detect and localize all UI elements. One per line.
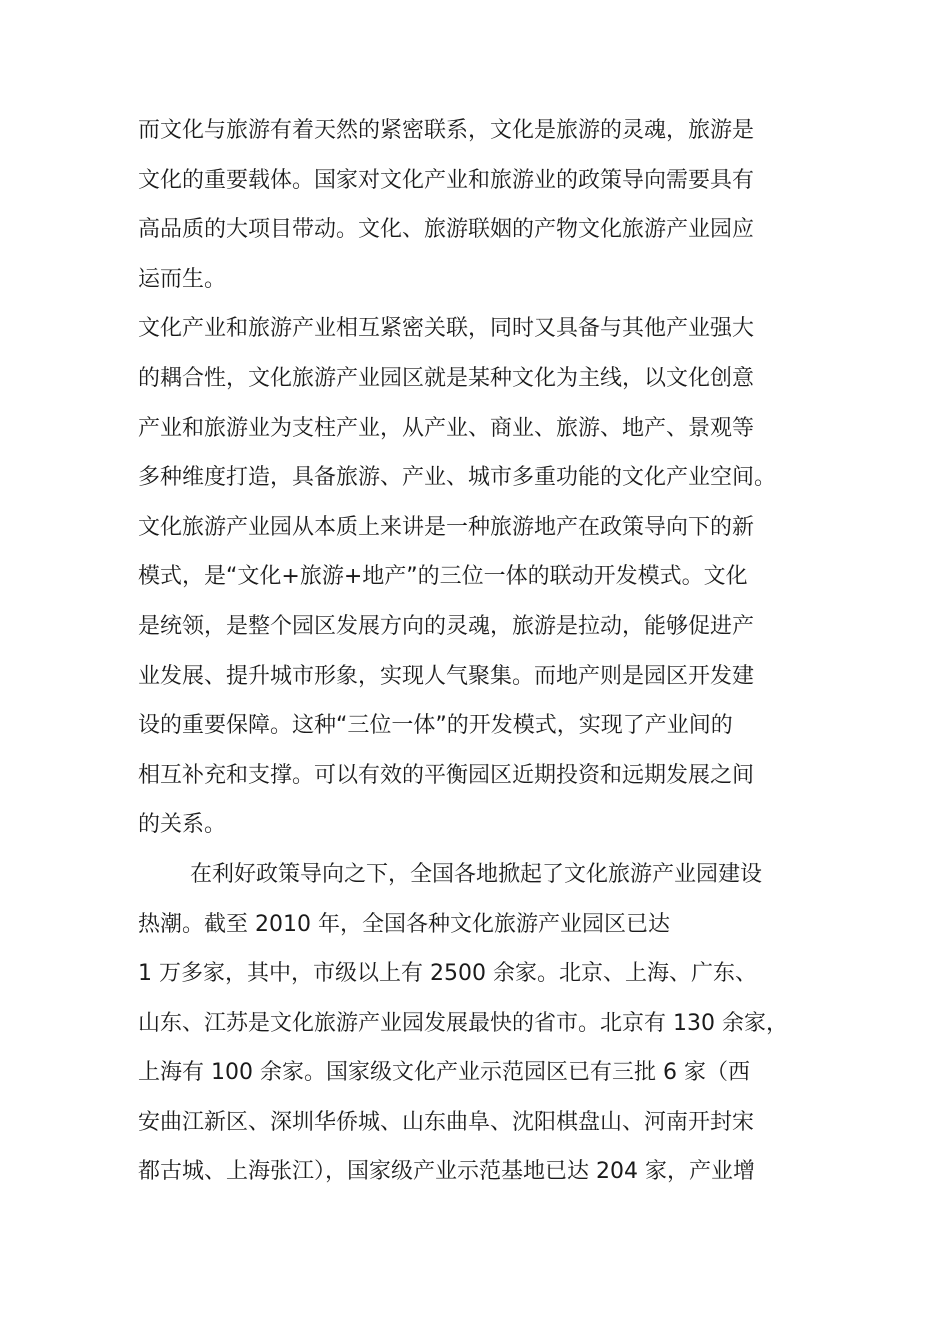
text-line: 1 万多家，其中，市级以上有 2500 余家。北京、上海、广东、 [138,961,757,987]
text-line: 在利好政策导向之下，全国各地掀起了文化旅游产业园建设 [190,861,763,887]
text-line: 文化产业和旅游产业相互紧密关联，同时又具备与其他产业强大 [138,316,755,342]
text-line: 产业和旅游业为支柱产业，从产业、商业、旅游、地产、景观等 [138,415,755,441]
text-line: 山东、江苏是文化旅游产业园发展最快的省市。北京有 130 余家， [138,1010,788,1036]
text-line: 设的重要保障。这种“三位一体”的开发模式，实现了产业间的 [138,713,733,739]
text-line: 上海有 100 余家。国家级文化产业示范园区已有三批 6 家（西 [138,1060,750,1086]
text-line: 文化旅游产业园从本质上来讲是一种旅游地产在政策导向下的新 [138,514,755,540]
text-line: 安曲江新区、深圳华侨城、山东曲阜、沈阳棋盘山、河南开封宋 [138,1109,755,1135]
text-line: 是统领，是整个园区发展方向的灵魂，旅游是拉动，能够促进产 [138,613,755,639]
body-text [138,106,850,1197]
text-line: 热潮。截至 2010 年，全国各种文化旅游产业园区已达 [138,911,670,937]
text-line: 相互补充和支撑。可以有效的平衡园区近期投资和远期发展之间 [138,762,755,788]
text-line: 的耦合性，文化旅游产业园区就是某种文化为主线，以文化创意 [138,365,755,391]
text-line: 运而生。 [138,266,227,292]
text-line: 文化的重要载体。国家对文化产业和旅游业的政策导向需要具有 [138,167,755,193]
text-line: 模式，是“文化+旅游+地产”的三位一体的联动开发模式。文化 [138,564,748,590]
text-line: 多种维度打造，具备旅游、产业、城市多重功能的文化产业空间。 [138,465,777,491]
text-line: 的关系。 [138,812,227,838]
text-line: 都古城、上海张江），国家级产业示范基地已达 204 家，产业增 [138,1159,755,1185]
text-line: 业发展、提升城市形象，实现人气聚集。而地产则是园区开发建 [138,663,755,689]
text-line: 高品质的大项目带动。文化、旅游联姻的产物文化旅游产业园应 [138,217,755,243]
text-line: 而文化与旅游有着天然的紧密联系，文化是旅游的灵魂，旅游是 [138,118,755,143]
